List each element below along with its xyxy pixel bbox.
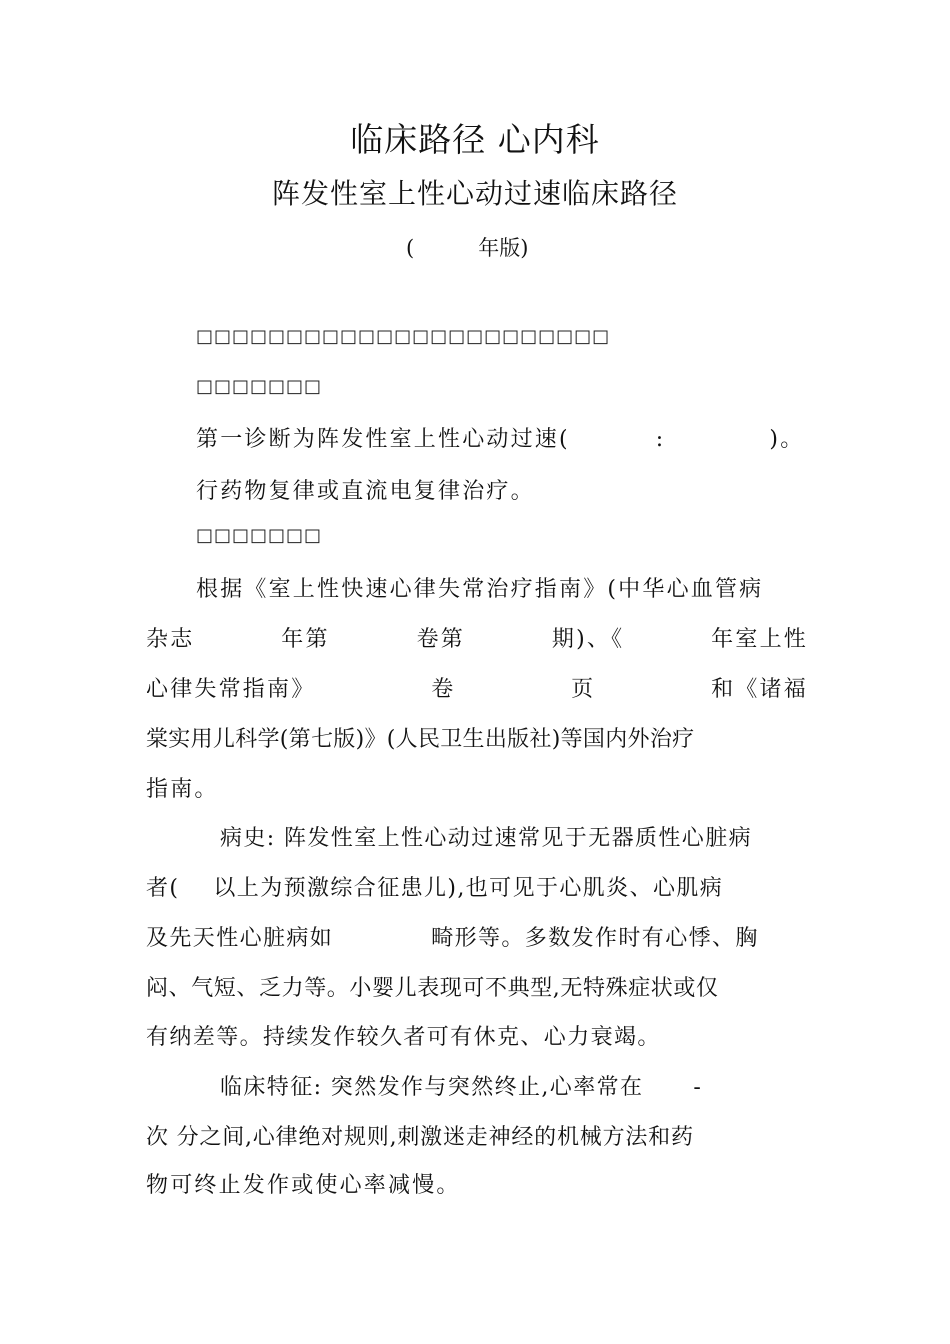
basis-line-1: 根据《室上性快速心律失常治疗指南》(中华心血管病 (196, 577, 764, 602)
basis-part: 和《诸福 (711, 677, 808, 702)
diagnosis-line-1 (196, 422, 804, 453)
basis-part: 卷 (431, 677, 456, 702)
basis-part: 期)、《 (551, 627, 625, 652)
basis-part: 页 (571, 677, 596, 702)
basis-line-5: 指南。 (146, 777, 219, 802)
history-line-2 (146, 871, 723, 902)
edition-year: 年版) (478, 236, 529, 260)
features-text: 临床特征: 突然发作与突然终止,心率常在 (220, 1075, 644, 1100)
basis-part: 杂志 (146, 627, 195, 652)
placeholder-line-2: □□□□□□□ (196, 376, 323, 397)
basis-part: 卷第 (416, 627, 465, 652)
basis-line-2 (146, 622, 808, 653)
history-line-1: 病史: 阵发性室上性心动过速常见于无器质性心脏病 (220, 826, 753, 851)
basis-part: 年第 (281, 627, 330, 652)
features-line-2: 次 分之间,心律绝对规则,刺激迷走神经的机械方法和药 (146, 1125, 694, 1150)
diagnosis-line-2: 行药物复律或直流电复律治疗。 (196, 479, 535, 504)
basis-line-3 (146, 672, 808, 703)
placeholder-line-1: □□□□□□□□□□□□□□□□□□□□□□□ (196, 326, 611, 347)
features-dash: - (693, 1075, 703, 1100)
history-line-3 (146, 921, 759, 952)
placeholder-line-3: □□□□□□□ (196, 525, 323, 546)
features-line-1 (220, 1070, 702, 1101)
history-text: 及先天性心脏病如 (146, 926, 334, 951)
page-title: 临床路径 心内科 (350, 120, 600, 159)
features-line-3: 物可终止发作或使心率减慢。 (146, 1173, 461, 1198)
basis-part: 年室上性 (711, 627, 808, 652)
history-line-5: 有纳差等。持续发作较久者可有休克、心力衰竭。 (146, 1025, 661, 1050)
page-subtitle: 阵发性室上性心动过速临床路径 (271, 177, 678, 210)
diagnosis-text: 第一诊断为阵发性室上性心动过速( (196, 427, 570, 452)
edition-open: ( (406, 236, 415, 260)
diagnosis-colon: : (655, 427, 666, 452)
basis-part: 心律失常指南》 (146, 677, 316, 702)
history-text: 以上为预激综合征患儿),也可见于心肌炎、心肌病 (213, 876, 724, 901)
history-text: 畸形等。多数发作时有心悸、胸 (431, 926, 759, 951)
basis-line-4: 棠实用儿科学(第七版)》(人民卫生出版社)等国内外治疗 (146, 727, 695, 752)
history-text: 者( (146, 876, 180, 901)
edition-label (406, 232, 528, 262)
diagnosis-close: )。 (769, 427, 805, 452)
history-line-4: 闷、气短、乏力等。小婴儿表现可不典型,无特殊症状或仅 (146, 976, 719, 1001)
